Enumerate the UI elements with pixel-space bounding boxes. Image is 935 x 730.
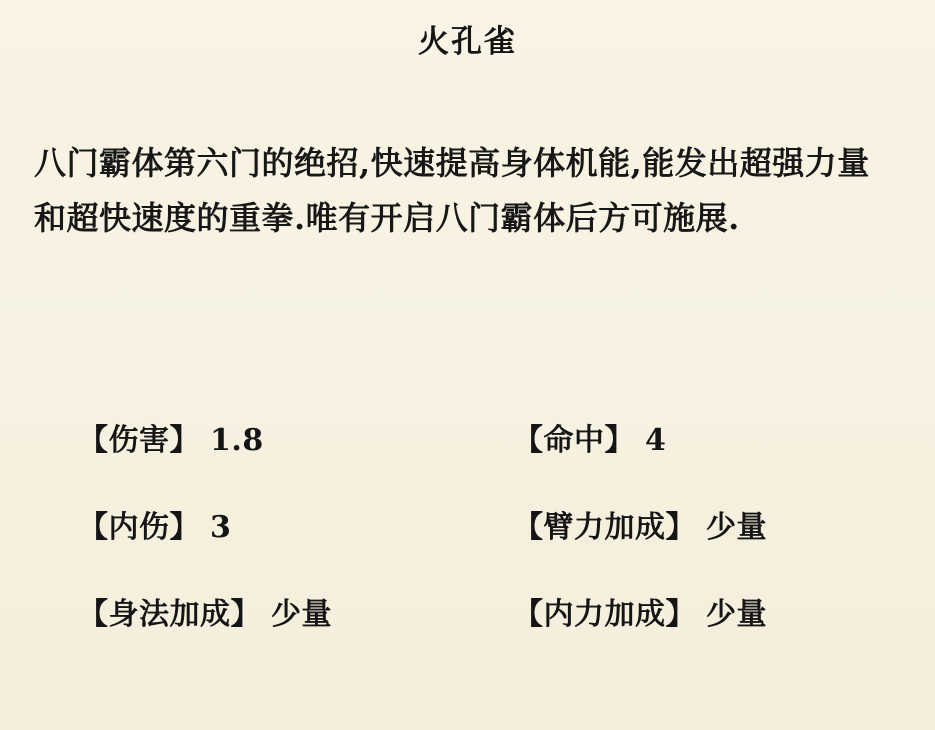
stat-value: 少量 [706, 510, 767, 545]
stat-row [78, 502, 875, 546]
stat-value: 3 [210, 510, 232, 545]
stat-agility-bonus [78, 589, 513, 633]
skill-title: 火孔雀 [418, 24, 517, 60]
stat-damage [78, 415, 513, 459]
stat-label: 【身法加成】 [78, 597, 261, 632]
stat-label: 【命中】 [513, 423, 635, 458]
stat-value: 少量 [271, 597, 332, 632]
stat-value: 1.8 [210, 423, 264, 458]
skill-description: 八门霸体第六门的绝招,快速提高身体机能,能发出超强力量和超快速度的重拳.唯有开启八门霸体后方可施展. [34, 144, 870, 238]
stat-inner-power-bonus [513, 589, 875, 633]
stat-label: 【臂力加成】 [513, 510, 696, 545]
skill-stats [0, 415, 935, 676]
stat-label: 【内力加成】 [513, 597, 696, 632]
stat-label: 【伤害】 [78, 423, 200, 458]
stat-label: 【内伤】 [78, 510, 200, 545]
stat-row [78, 589, 875, 633]
stat-row [78, 415, 875, 459]
stat-value: 少量 [706, 597, 767, 632]
stat-accuracy [513, 415, 875, 459]
stat-strength-bonus [513, 502, 875, 546]
stat-value: 4 [645, 423, 667, 458]
stat-internal-injury [78, 502, 513, 546]
